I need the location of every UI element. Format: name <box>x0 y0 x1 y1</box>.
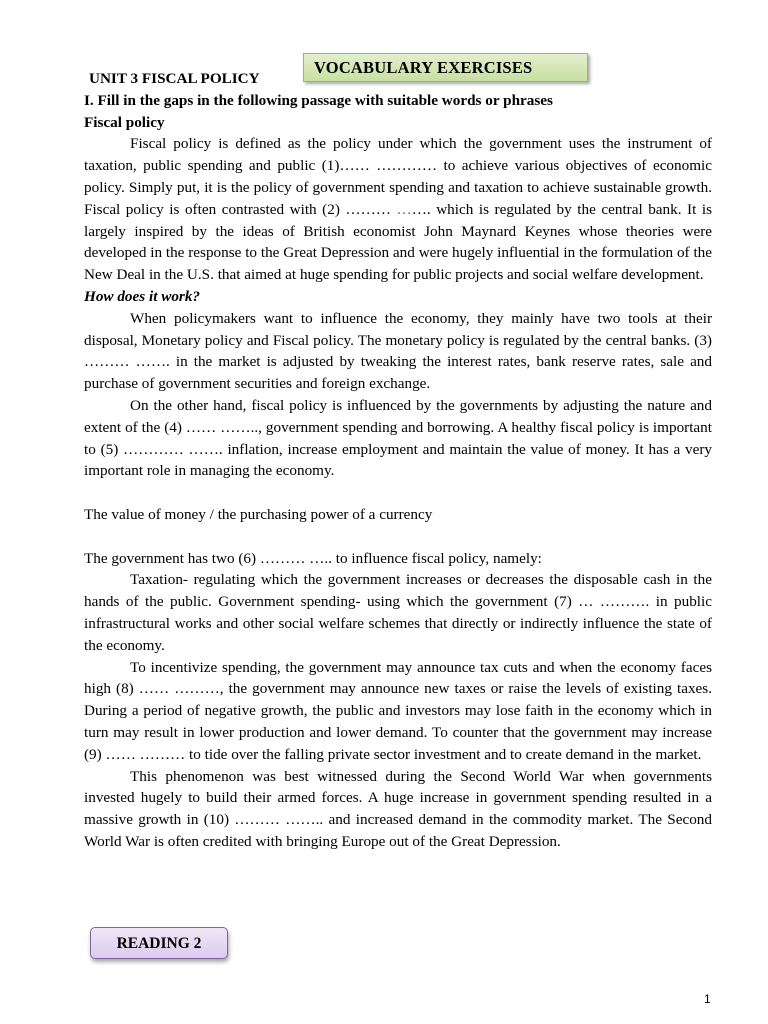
value-of-money-note: The value of money / the purchasing power of a currency <box>84 505 433 523</box>
red-ellipsis: … <box>396 200 412 218</box>
blank-line <box>84 482 712 504</box>
paragraph-6: To incentivize spending, the government may announce tax cuts and when the economy faces high (8) …… ………, the government may announce new taxes or raise the levels of existing taxes. During a period of negative growth, the public and investors may lose faith in the economy which in turn may result in lower production and lower demand. To counter that the government may increase (9) …… ……… to tide over the falling private sector investment and to create demand in the market. <box>84 658 712 763</box>
paragraph-5: Taxation- regulating which the government increases or decreases the disposable cash in the hands of the public. Government spending- using which the government (7) … ………. in public infrastructural works and other social welfare schemes that directly or indirectly influence the state of the economy. <box>84 571 712 654</box>
exercise-title: I. Fill in the gaps in the following passage with suitable words or phrases <box>84 91 553 109</box>
paragraph-1 <box>84 133 712 286</box>
how-does-it-work-heading: How does it work? <box>84 287 201 305</box>
paragraph-7: This phenomenon was best witnessed during the Second World War when governments invested hugely to build their armed forces. A huge increase in government spending resulted in a massive growth in (10) ……… …….. and increased demand in the commodity market. The Second World War is often credited with bringing Europe out of the Great Depression. <box>84 767 712 850</box>
paragraph-2: When policymakers want to influence the economy, they mainly have two tools at their disposal, Monetary policy and Fiscal policy. The monetary policy is regulated by the central banks. (3) ……… ……. in the market is adjusted by tweaking the interest rates, bank reserve rates, sale and purchase of government securities and foreign exchange. <box>84 309 712 393</box>
blank-line <box>84 526 712 548</box>
paragraph-3: On the other hand, fiscal policy is influenced by the governments by adjusting the nature and extent of the (4) …… …….., government spending and borrowing. A healthy fiscal policy is important to (5) ………… ……. inflation, increase employment and maintain the value of money. It has a very important role in managing the economy. <box>84 396 712 480</box>
paragraph-1-part-a: Fiscal policy is defined as the policy under which the government uses the instrument of taxation, public spending and public (1)…… ………… to achieve various objectives of economic policy. Simply put, it is the policy of government spending and taxation to achieve sustainable growth. Fiscal policy is often contrasted with (2) ……… <box>84 135 712 218</box>
page-number: 1 <box>704 992 711 1006</box>
passage-subtitle: Fiscal policy <box>84 113 165 131</box>
reading-2-button[interactable]: READING 2 <box>90 927 228 959</box>
unit-title: UNIT 3 FISCAL POLICY <box>89 70 260 87</box>
paragraph-4: The government has two (6) ……… ….. to influence fiscal policy, namely: <box>84 549 542 567</box>
document-content <box>84 68 712 853</box>
vocabulary-exercises-label: VOCABULARY EXERCISES <box>303 53 588 82</box>
paragraph-1-part-b: …. which is regulated by the central bank. It is largely inspired by the ideas of British economist John Maynard Keynes whose theories were developed in the response to the Great Depression and were hugely influential in the formulation of the New Deal in the U.S. that aimed at huge spending for public projects and social welfare development. <box>84 200 712 284</box>
